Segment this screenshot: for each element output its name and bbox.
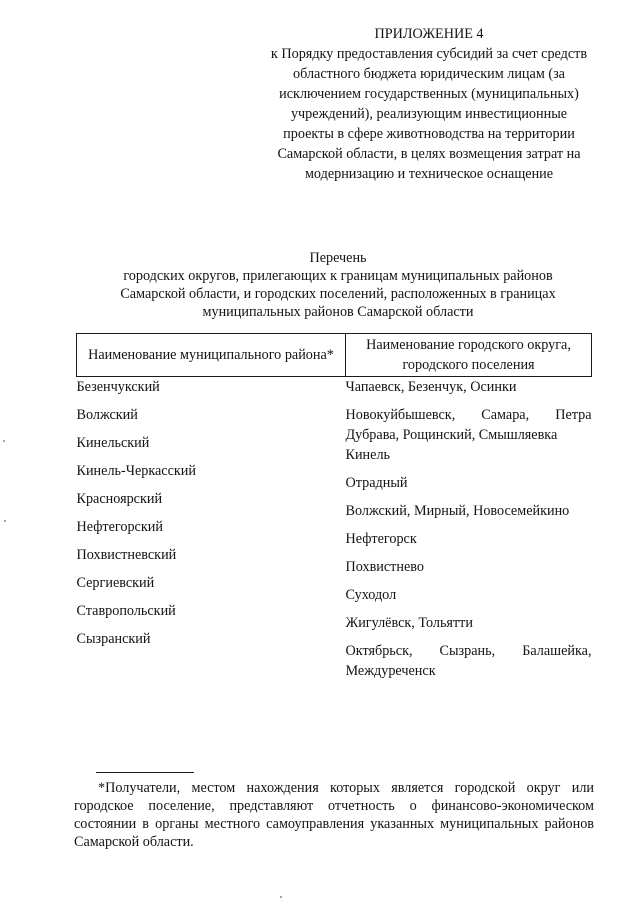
column-header-district: Наименование муниципального района* bbox=[77, 334, 346, 377]
appendix-line: исключением государственных (муниципальных) bbox=[279, 86, 579, 102]
settlement-names: Волжский, Мирный, Новосемейкино bbox=[345, 503, 570, 519]
district-name: Красноярский bbox=[76, 491, 163, 507]
appendix-line: учреждений), реализующим инвестиционные bbox=[290, 106, 568, 122]
heading-line: Самарской области, и городских поселений, расположенных в границах bbox=[120, 286, 556, 302]
table-body-row bbox=[77, 377, 592, 690]
settlement-names: Чапаевск, Безенчук, Осинки bbox=[345, 379, 517, 395]
district-column bbox=[77, 377, 346, 690]
appendix-header bbox=[252, 24, 606, 184]
appendix-line: Самарской области, в целях возмещения затрат на bbox=[277, 146, 581, 162]
appendix-title: ПРИЛОЖЕНИЕ 4 bbox=[374, 26, 484, 42]
districts-table bbox=[76, 333, 592, 689]
list-heading bbox=[70, 249, 606, 321]
district-name: Кинельский bbox=[76, 435, 150, 451]
settlement-column bbox=[346, 377, 592, 690]
footnote-text: *Получатели, местом нахождения которых является городской округ или городское поселение, представляют отчетность о финансово-экономическом состоянии в органы местного самоуправления указанных муниципальных районов Самарской области. bbox=[74, 780, 594, 850]
settlement-names: Отрадный bbox=[345, 475, 408, 491]
settlement-names: Похвистнево bbox=[345, 559, 424, 575]
appendix-line: областного бюджета юридическим лицам (за bbox=[293, 66, 565, 82]
scan-speck bbox=[4, 520, 6, 522]
district-name: Кинель-Черкасский bbox=[76, 463, 196, 479]
appendix-line: проекты в сфере животноводства на территории bbox=[283, 126, 575, 142]
heading-line: городских округов, прилегающих к границам муниципальных районов bbox=[123, 268, 553, 284]
district-name: Похвистневский bbox=[76, 547, 177, 563]
heading-line: муниципальных районов Самарской области bbox=[202, 304, 474, 320]
scan-speck bbox=[280, 896, 282, 898]
column-header-settlement: Наименование городского округа, городского поселения bbox=[346, 334, 592, 377]
footnote-divider bbox=[96, 772, 194, 773]
district-name: Сергиевский bbox=[76, 575, 155, 591]
settlement-names: Кинель bbox=[345, 447, 390, 463]
settlement-names: Жигулёвск, Тольятти bbox=[345, 615, 473, 631]
settlement-names: Суходол bbox=[345, 587, 397, 603]
heading-title: Перечень bbox=[309, 250, 367, 266]
appendix-line: к Порядку предоставления субсидий за счет средств bbox=[270, 46, 588, 62]
district-name: Ставропольский bbox=[76, 603, 176, 619]
district-name: Нефтегорский bbox=[76, 519, 163, 535]
settlement-names: Нефтегорск bbox=[345, 531, 417, 547]
district-name: Волжский bbox=[76, 407, 138, 423]
settlement-names: Октябрьск, Сызрань, Балашейка, Междуреченск bbox=[345, 643, 592, 679]
district-name: Безенчукский bbox=[76, 379, 160, 395]
district-name: Сызранский bbox=[76, 631, 151, 647]
appendix-line: модернизацию и техническое оснащение bbox=[304, 166, 554, 182]
table-header-row bbox=[77, 334, 592, 377]
scan-speck bbox=[3, 440, 5, 442]
settlement-names: Новокуйбышевск, Самара, Петра Дубрава, Рощинский, Смышляевка bbox=[345, 407, 592, 443]
